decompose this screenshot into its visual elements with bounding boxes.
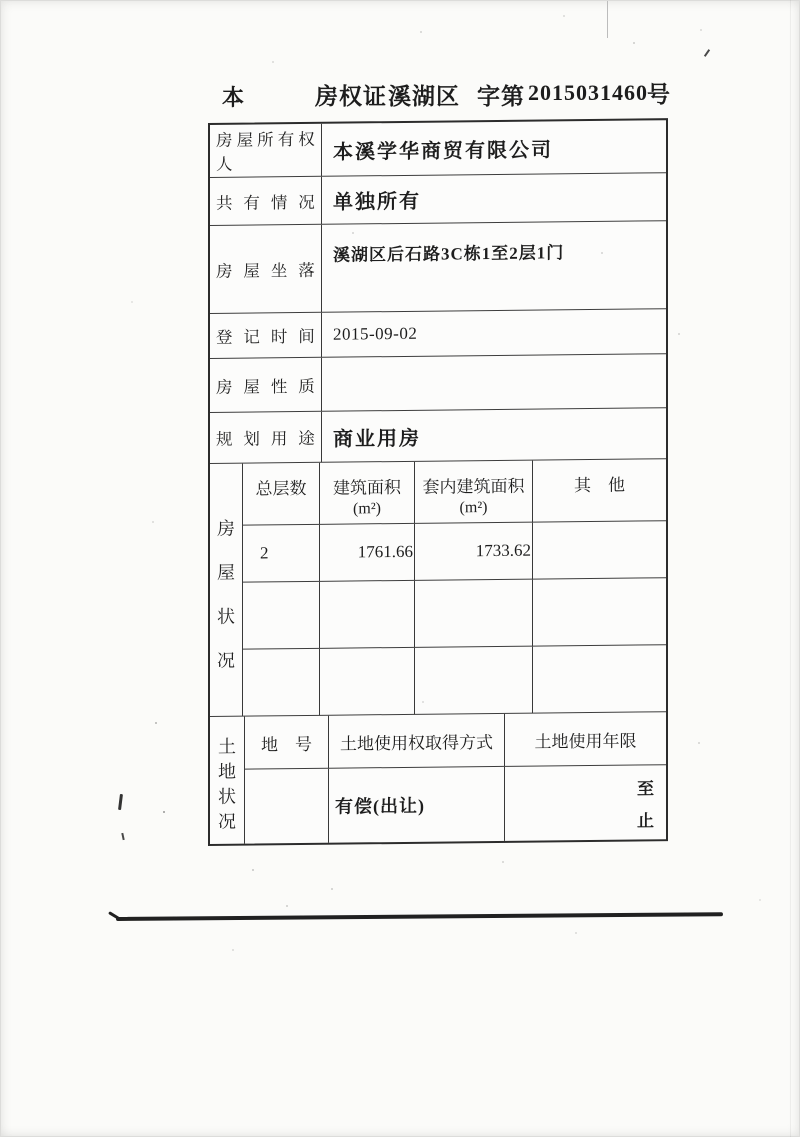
basic-info-section	[210, 120, 666, 464]
header-floor-area: 建筑面积 (m²)	[320, 462, 415, 525]
row-label-co-ownership: 共有情况	[210, 177, 322, 226]
house-status-vertical-label: 房屋状况	[210, 464, 243, 717]
cell-land-acquisition: 有偿(出让)	[329, 767, 505, 843]
cell-total-floors: 2	[243, 525, 320, 583]
cell-inner-floor-area: 1733.62	[415, 523, 533, 581]
row-value-planned-use: 商业用房	[322, 408, 666, 463]
title-suffix: 号	[647, 82, 671, 107]
row-label-registration-date: 登记时间	[210, 313, 322, 359]
header-other: 其 他	[533, 459, 666, 522]
certificate-title	[0, 0, 800, 115]
row-value-registration-date: 2015-09-02	[322, 309, 666, 358]
empty-cell	[243, 582, 320, 650]
row-value-owner: 本溪学华商贸有限公司	[322, 120, 666, 177]
bottom-scan-line	[116, 912, 723, 921]
title-district: 溪湖区	[388, 84, 460, 109]
certificate-number: 2015031460	[528, 80, 648, 105]
term-from-label: 至	[637, 778, 654, 799]
house-status-section	[210, 459, 666, 717]
scan-edge-shadow	[790, 0, 791, 1137]
empty-cell	[320, 648, 415, 716]
row-label-location: 房屋坐落	[210, 225, 322, 314]
cell-other	[533, 521, 666, 579]
row-label-house-nature: 房屋性质	[210, 358, 322, 413]
scan-artifact-vertical-line	[607, 1, 608, 38]
title-cert-type: 房权证	[315, 84, 387, 109]
empty-cell	[243, 649, 320, 717]
row-value-location: 溪湖区后石路3C栋1至2层1门	[322, 221, 666, 313]
row-label-planned-use: 规划用途	[210, 412, 322, 464]
term-to-label: 止	[637, 810, 654, 831]
row-value-co-ownership: 单独所有	[322, 173, 666, 225]
land-status-section	[210, 712, 666, 844]
cell-floor-area: 1761.66	[320, 524, 415, 582]
scan-ink-dot	[121, 833, 124, 840]
empty-cell	[415, 647, 533, 715]
header-total-floors: 总层数	[243, 463, 320, 526]
cell-land-term	[505, 765, 666, 841]
header-land-term: 土地使用年限	[505, 712, 666, 767]
title-prefix: 本	[222, 85, 246, 110]
header-land-number: 地 号	[245, 716, 329, 770]
scan-ink-squiggle	[118, 794, 123, 810]
header-land-acquisition: 土地使用权取得方式	[329, 714, 505, 769]
header-inner-floor-area: 套内建筑面积 (m²)	[415, 461, 533, 524]
land-status-vertical-label: 土地状况	[210, 717, 245, 844]
empty-cell	[415, 580, 533, 648]
empty-cell	[533, 578, 666, 646]
certificate-table	[208, 118, 668, 846]
scan-noise-specks	[0, 0, 2, 2]
title-zi-di: 字第	[477, 84, 525, 109]
row-value-house-nature	[322, 354, 666, 412]
empty-cell	[533, 645, 666, 713]
empty-cell	[320, 581, 415, 649]
cell-land-number	[245, 769, 329, 844]
row-label-owner: 房屋所有权人	[210, 124, 322, 178]
